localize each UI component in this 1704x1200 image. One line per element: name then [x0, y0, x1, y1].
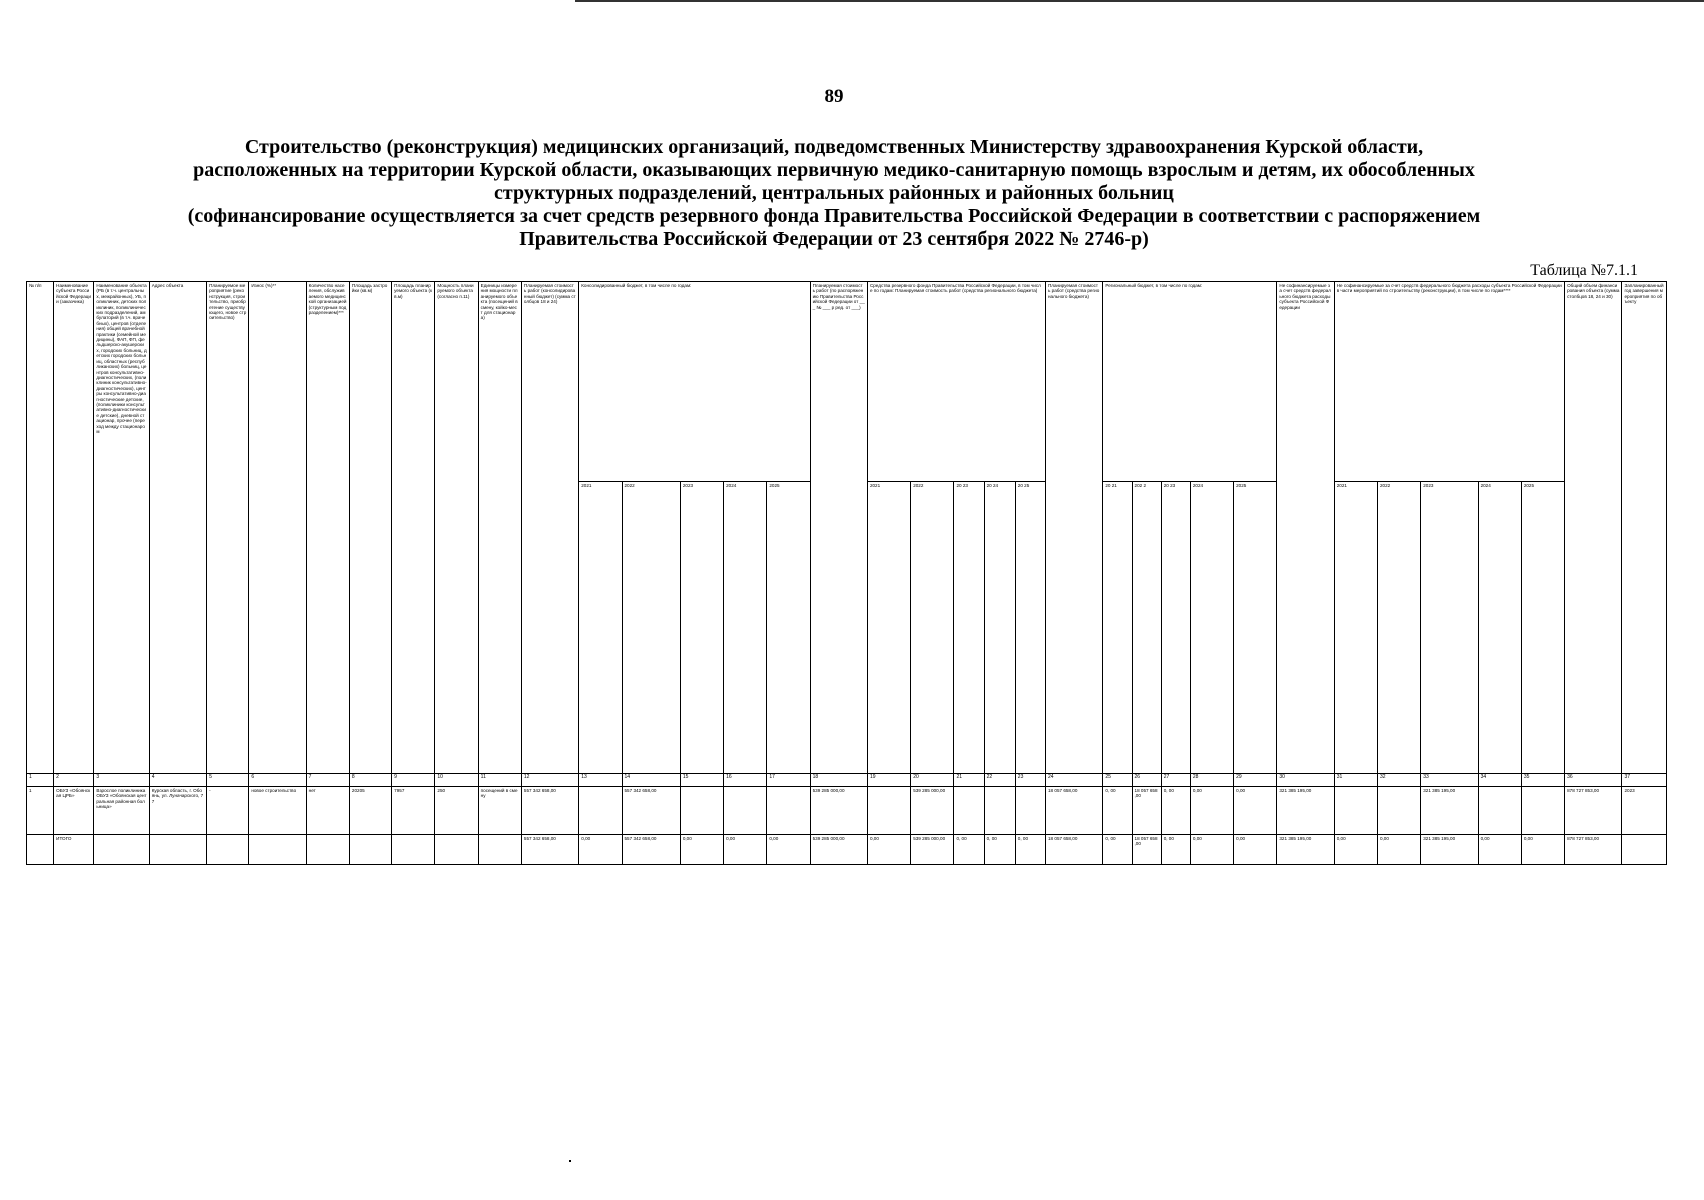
- total-row: [27, 835, 1667, 865]
- data-cell: [349, 835, 391, 865]
- data-cell: [579, 787, 622, 835]
- data-cell: Взрослое поликлиника ОБУЗ «Обоянская центральная районная больница»: [94, 787, 149, 835]
- data-cell: [1377, 787, 1420, 835]
- data-cell: 878 727 853,00: [1565, 787, 1622, 835]
- year-cell: 2025: [1521, 482, 1564, 774]
- year-cell: 2023: [1421, 482, 1478, 774]
- data-cell: 0,00: [867, 835, 910, 865]
- column-number: 7: [306, 774, 349, 787]
- column-number: 29: [1234, 774, 1277, 787]
- total-label: ИТОГО: [54, 835, 94, 865]
- data-cell: 539 285 000,00: [911, 835, 954, 865]
- header-group-consolidated: Консолидированный бюджет, в том числе по годам:: [579, 282, 810, 482]
- data-cell: 557 342 658,00: [622, 835, 680, 865]
- data-cell: 539 285 000,00: [911, 787, 954, 835]
- data-cell: 0,00: [1478, 835, 1521, 865]
- column-number: 1: [27, 774, 54, 787]
- data-cell: [27, 835, 54, 865]
- year-cell: 2024: [1190, 482, 1233, 774]
- data-cell: ОБУЗ «Обоянская ЦРБ»: [54, 787, 94, 835]
- data-cell: [149, 835, 206, 865]
- year-cell: 2021: [1334, 482, 1377, 774]
- table-label: Таблица №7.1.1: [1530, 262, 1638, 279]
- data-cell: -: [207, 787, 249, 835]
- data-cell: [1521, 787, 1564, 835]
- header-cell: Адрес объекта: [149, 282, 206, 774]
- column-number: 36: [1565, 774, 1622, 787]
- top-border-line: [575, 0, 1704, 2]
- data-cell: 0,00: [724, 835, 767, 865]
- year-cell: 2021: [867, 482, 910, 774]
- column-number: 9: [392, 774, 435, 787]
- header-cell: Наименование объекта (РБ (в т.ч. центральных, межрайонных), УБ, поликлиник, детских поликлиник, поликлинических подразделений, амбулаторий (в т.ч. врачебных), центров (отделения) общей врачебной практики (семейной медицины), ФАП, ФП, фельдшерско-акушерских, городских больниц, детских городских больниц, областных (республиканских) больниц, центров консультативно-диагностических, (поликлиник консультативно-диагностических), центры консультативно-диагностические детские, (поликлиники консультативно-диагностические детские), дневной стационар, прочее (переход между стационаром: [94, 282, 149, 774]
- column-number: 25: [1103, 774, 1132, 787]
- header-group-regional: Региональный бюджет, в том числе по годам:: [1103, 282, 1277, 482]
- scan-dot: [569, 1160, 571, 1162]
- column-number: 22: [984, 774, 1015, 787]
- column-number: 37: [1622, 774, 1667, 787]
- column-number: 18: [810, 774, 867, 787]
- data-cell: посещений в смену: [478, 787, 521, 835]
- column-number: 21: [954, 774, 984, 787]
- column-number: 28: [1190, 774, 1233, 787]
- data-cell: 557 342 658,00: [521, 787, 578, 835]
- data-cell: 0,00: [1377, 835, 1420, 865]
- data-cell: 0,00: [680, 835, 723, 865]
- title-line: Строительство (реконструкция) медицинских организаций, подведомственных Министерству здравоохранения Курской области,: [244, 136, 1424, 158]
- data-cell: [767, 787, 810, 835]
- title-line: Правительства Российской Федерации от 23 сентября 2022 № 2746-р): [519, 228, 1149, 250]
- column-number: 33: [1421, 774, 1478, 787]
- column-number: 30: [1277, 774, 1334, 787]
- column-number: 16: [724, 774, 767, 787]
- title-line: (софинансирование осуществляется за счет средств резервного фонда Правительства Российской Федерации в соответствии с распоряжением: [187, 205, 1481, 227]
- data-cell: [1622, 835, 1667, 865]
- data-cell: 321 385 195,00: [1277, 835, 1334, 865]
- header-cell: Планируемая стоимость работ (средства регионального бюджета): [1046, 282, 1103, 774]
- data-cell: Курская область, г. Обоянь, ул. Луначарского, 77: [149, 787, 206, 835]
- header-cell: Площадь планируемого объекта (кв.м): [392, 282, 435, 774]
- column-number: 26: [1132, 774, 1161, 787]
- data-cell: [954, 787, 984, 835]
- data-cell: 0,00: [1521, 835, 1564, 865]
- year-cell: 2022: [911, 482, 954, 774]
- header-cell: № п/п: [27, 282, 54, 774]
- data-cell: [392, 835, 435, 865]
- column-number: 27: [1161, 774, 1190, 787]
- data-cell: 0, 00: [1161, 835, 1190, 865]
- data-cell: [207, 835, 249, 865]
- financing-table: [26, 281, 1667, 865]
- title-line: структурных подразделений, центральных районных и районных больниц: [494, 182, 1174, 204]
- column-number: 35: [1521, 774, 1564, 787]
- year-cell: 202 2: [1132, 482, 1161, 774]
- year-cell: 20 24: [984, 482, 1015, 774]
- column-number: 8: [349, 774, 391, 787]
- data-cell: [984, 787, 1015, 835]
- data-cell: 18 057 658 ,00: [1132, 787, 1161, 835]
- header-cell: Наименование субъекта Российской Федерации (заказчика): [54, 282, 94, 774]
- header-cell: Площадь застройки (кв.м): [349, 282, 391, 774]
- data-cell: 2023: [1622, 787, 1667, 835]
- header-cell: Мощность планируемого объекта (согласно п.11): [435, 282, 478, 774]
- data-cell: 557 342 658,00: [622, 787, 680, 835]
- header-cell: Износ (%)**: [249, 282, 306, 774]
- header-cell: Единицы измерения мощности планируемого объекта (посещений в смену, койко-мест для стационара): [478, 282, 521, 774]
- page-number: 89: [824, 86, 844, 107]
- column-number: 23: [1015, 774, 1045, 787]
- header-cell: Запланированный год завершения мероприятия по объекту: [1622, 282, 1667, 774]
- table-row: [27, 787, 1667, 835]
- header-group-non-cofinanced: Не софинансируемые за счет средств федерального бюджета расходы субъекта Российской Федерации в части мероприятий по строительству (реконструкции), в том числе по годам****: [1334, 282, 1564, 482]
- data-cell: [94, 835, 149, 865]
- data-cell: 18 057 658,00: [1046, 835, 1103, 865]
- year-cell: 20 21: [1103, 482, 1132, 774]
- data-cell: [867, 787, 910, 835]
- data-cell: [306, 835, 349, 865]
- data-cell: 321 385 195,00: [1421, 835, 1478, 865]
- year-cell: 20 23: [1161, 482, 1190, 774]
- data-cell: 0, 00: [1103, 787, 1132, 835]
- year-cell: 20 23: [954, 482, 984, 774]
- column-number: 15: [680, 774, 723, 787]
- data-cell: 0,00: [767, 835, 810, 865]
- column-number: 3: [94, 774, 149, 787]
- header-cell: Не софинансируемые за счет средств федерального бюджета расходы субъекта Российской Федерации: [1277, 282, 1334, 774]
- column-number: 5: [207, 774, 249, 787]
- column-number: 31: [1334, 774, 1377, 787]
- data-cell: 321 385 195,00: [1277, 787, 1334, 835]
- column-number: 10: [435, 774, 478, 787]
- data-cell: новое строительство: [249, 787, 306, 835]
- data-cell: 0,00: [1190, 835, 1233, 865]
- column-number: 19: [867, 774, 910, 787]
- data-cell: 539 285 000,00: [810, 787, 867, 835]
- data-cell: [435, 835, 478, 865]
- year-cell: 20 25: [1015, 482, 1045, 774]
- data-cell: 539 285 000,00: [810, 835, 867, 865]
- header-group-reserve-fund: Средства резервного фонда Правительства Российской Федерации, в том числе по годам: Планируемая стоимость работ (средства регионального бюджета): [867, 282, 1045, 482]
- year-cell: 2025: [767, 482, 810, 774]
- header-cell: Количество населения, обслуживаемого медицинской организацией (структурным подразделением)***: [306, 282, 349, 774]
- column-number: 24: [1046, 774, 1103, 787]
- data-cell: нет: [306, 787, 349, 835]
- data-cell: 0, 00: [1103, 835, 1132, 865]
- data-cell: 557 342 658,00: [521, 835, 578, 865]
- year-cell: 2021: [579, 482, 622, 774]
- data-cell: 321 385 195,00: [1421, 787, 1478, 835]
- data-cell: [1478, 787, 1521, 835]
- year-cell: 2022: [622, 482, 680, 774]
- year-cell: 2024: [724, 482, 767, 774]
- year-cell: 2022: [1377, 482, 1420, 774]
- column-number: 12: [521, 774, 578, 787]
- column-number: 11: [478, 774, 521, 787]
- header-cell: Планируемая стоимость работ (консолидированный бюджет) (сумма столбцов 18 и 24): [521, 282, 578, 774]
- data-cell: 250: [435, 787, 478, 835]
- data-cell: 0,00: [1334, 835, 1377, 865]
- data-cell: [478, 835, 521, 865]
- data-cell: 0, 00: [984, 835, 1015, 865]
- year-cell: 2025: [1234, 482, 1277, 774]
- header-cell: Планируемая стоимость работ (по распоряжению Правительства Российской Федерации от ___ № ___ р ред. от ___): [810, 282, 867, 774]
- column-number: 32: [1377, 774, 1420, 787]
- column-number-row: [27, 774, 1667, 787]
- year-cell: 2023: [680, 482, 723, 774]
- column-number: 14: [622, 774, 680, 787]
- header-cell: Планируемое мероприятие (реконструкция, строительство, приобретение существующего, новое строительство): [207, 282, 249, 774]
- title-line: расположенных на территории Курской области, оказывающих первичную медико-санитарную помощь взрослым и детям, их обособленных: [193, 159, 1475, 181]
- data-cell: [1015, 787, 1045, 835]
- column-number: 20: [911, 774, 954, 787]
- column-number: 6: [249, 774, 306, 787]
- document-title: [60, 136, 1608, 251]
- data-cell: 878 727 853,00: [1565, 835, 1622, 865]
- data-cell: 0, 00: [954, 835, 984, 865]
- data-cell: [724, 787, 767, 835]
- data-cell: [680, 787, 723, 835]
- data-cell: 7957: [392, 787, 435, 835]
- column-number: 34: [1478, 774, 1521, 787]
- column-number: 13: [579, 774, 622, 787]
- data-cell: [249, 835, 306, 865]
- data-cell: 0,00: [1234, 835, 1277, 865]
- data-cell: 20205: [349, 787, 391, 835]
- data-cell: 0, 00: [1161, 787, 1190, 835]
- data-cell: 0,00: [1190, 787, 1233, 835]
- year-cell: 2024: [1478, 482, 1521, 774]
- data-cell: [1334, 787, 1377, 835]
- data-cell: 0,00: [579, 835, 622, 865]
- data-cell: 18 057 658 ,00: [1132, 835, 1161, 865]
- data-cell: 18 057 658,00: [1046, 787, 1103, 835]
- data-cell: 0,00: [1234, 787, 1277, 835]
- column-number: 17: [767, 774, 810, 787]
- data-cell: 1: [27, 787, 54, 835]
- data-cell: 0, 00: [1015, 835, 1045, 865]
- header-cell: Общий объем финансирования объекта (сумма столбцов 18, 24 и 30): [1565, 282, 1622, 774]
- column-number: 2: [54, 774, 94, 787]
- column-number: 4: [149, 774, 206, 787]
